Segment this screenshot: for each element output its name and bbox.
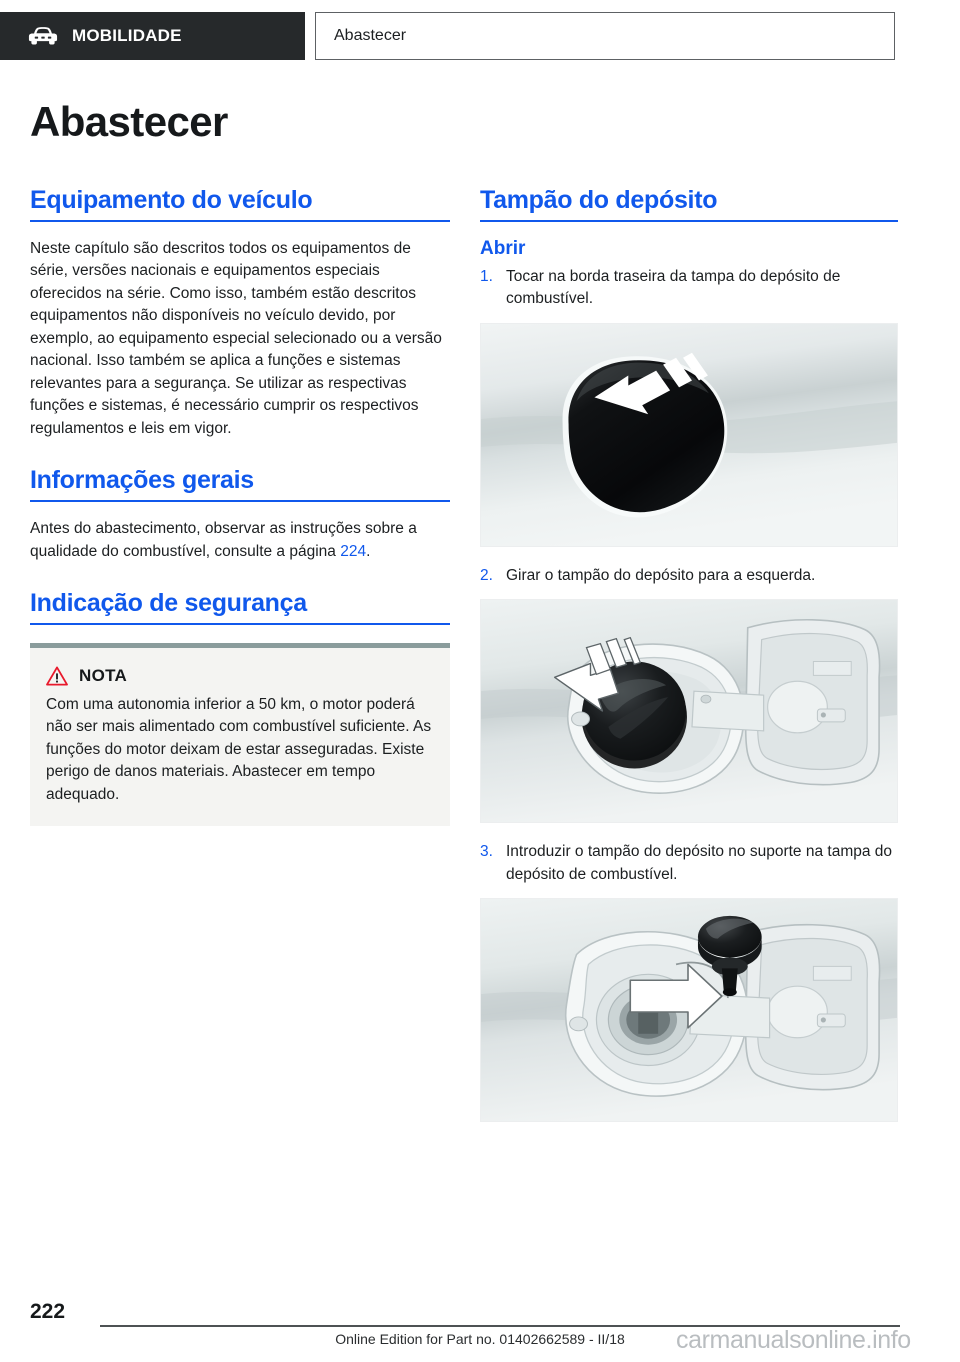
nota-header	[46, 666, 434, 686]
section-heading-tampao: Tampão do depósito	[480, 186, 718, 214]
step-item	[480, 565, 898, 588]
paragraph-informacoes-tail: .	[366, 542, 371, 560]
section-rule	[30, 500, 450, 502]
section-tab[interactable]	[315, 12, 895, 60]
page-cross-reference[interactable]: 224	[340, 542, 367, 560]
step-text: Introduzir o tampão do depósito no suporte na tampa do depósito de combustível.	[506, 843, 893, 883]
subsection-heading-abrir: Abrir	[480, 237, 526, 259]
paragraph-informacoes	[30, 518, 450, 563]
nota-title: NOTA	[79, 665, 128, 685]
section-heading-equipamento: Equipamento do veículo	[30, 186, 313, 214]
right-column	[480, 186, 898, 1140]
header-divider	[0, 72, 895, 74]
figure-fuel-cap-turn-left	[480, 599, 898, 823]
watermark: carmanualsonline.info	[676, 1326, 911, 1354]
section-tab-label: Abastecer	[334, 27, 407, 44]
page-title: Abastecer	[30, 98, 228, 145]
edition-note: Online Edition for Part no. 01402662589 - II/18	[335, 1331, 625, 1347]
step-text: Tocar na borda traseira da tampa do depósito de combustível.	[506, 267, 841, 308]
step-number: 2.	[480, 566, 493, 584]
paragraph-informacoes-text: Antes do abastecimento, observar as instruções sobre a qualidade do combustível, consulte a página	[30, 520, 417, 560]
warning-triangle-icon	[46, 666, 68, 686]
fuel-cap-holder-illustration	[481, 899, 897, 1121]
left-column	[30, 186, 450, 826]
section-rule	[30, 623, 450, 625]
step-number: 1.	[480, 267, 493, 285]
step-number: 3.	[480, 843, 493, 861]
figure-fuel-flap-closed-with-arrow	[480, 323, 898, 547]
section-heading-informacoes: Informações gerais	[30, 466, 254, 495]
section-rule	[30, 220, 450, 222]
page-number: 222	[30, 1300, 66, 1323]
step-item	[480, 841, 898, 886]
figure-fuel-cap-into-holder	[480, 898, 898, 1122]
step-item	[480, 266, 898, 311]
chapter-tab-label: MOBILIDADE	[72, 26, 182, 45]
step-text: Girar o tampão do depósito para a esquerda.	[506, 566, 816, 584]
section-rule	[480, 220, 898, 222]
fuel-cap-turn-illustration	[481, 600, 897, 822]
paragraph-equipamento: Neste capítulo são descritos todos os equipamentos de série, versões nacionais e equipamentos especiais oferecidos na série. Como isso, também estão descritos equipamentos não disponíveis no veículo devido, por exemplo, ao equipamento especial selecionado ou a versão nacional. Isso também se aplica a funções e sistemas relevantes para a segurança. Se utilizar as respectivas funções e sistemas, é necessário cumprir os respectivos regulamentos e leis em vigor.	[30, 239, 442, 437]
nota-callout	[30, 643, 450, 827]
section-heading-indicacao: Indicação de segurança	[30, 589, 307, 617]
nota-text: Com uma autonomia inferior a 50 km, o motor poderá não ser mais alimentado com combustível suficiente. As funções do motor deixam de estar asseguradas. Existe perigo de danos materiais. Abastecer em tempo adequado.	[46, 695, 432, 803]
page-header	[0, 12, 960, 60]
fuel-flap-closed-illustration	[481, 324, 897, 546]
chapter-tab[interactable]	[0, 12, 305, 60]
car-front-icon	[28, 26, 58, 46]
